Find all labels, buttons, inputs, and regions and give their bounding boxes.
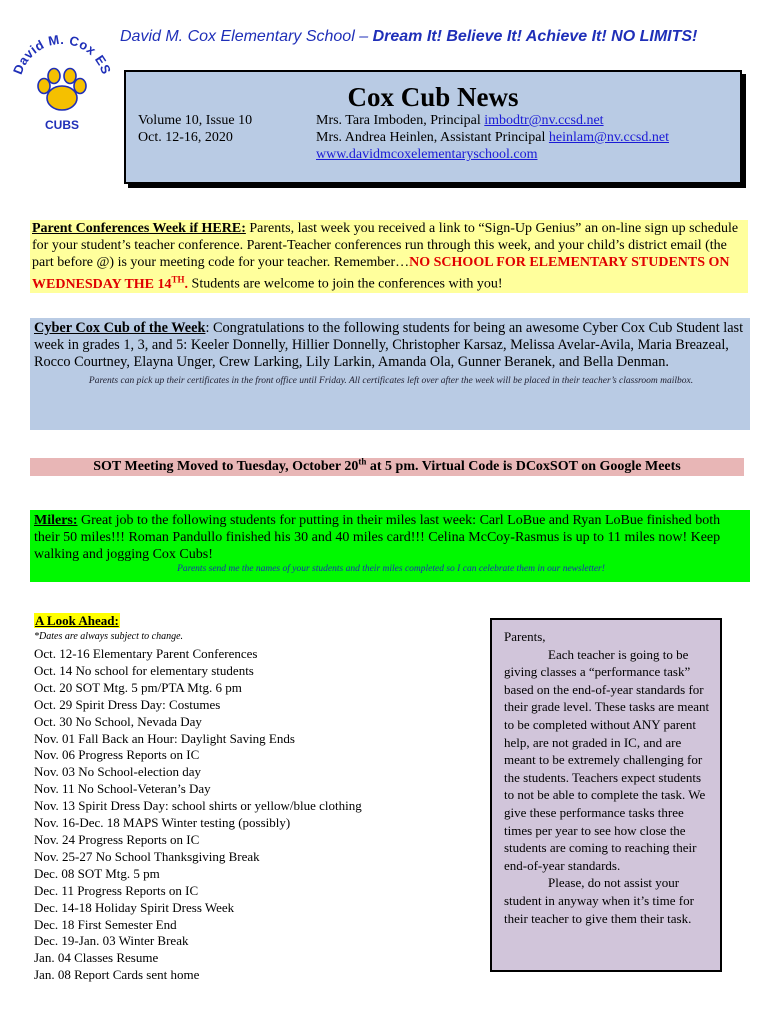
school-name: David M. Cox Elementary School xyxy=(120,28,355,45)
event-item: Nov. 24 Progress Reports on IC xyxy=(34,831,200,847)
event-item: Oct. 20 SOT Mtg. 5 pm/PTA Mtg. 6 pm xyxy=(34,679,242,695)
event-item: Dec. 14-18 Holiday Spirit Dress Week xyxy=(34,899,235,915)
letter-paragraph-1: Each teacher is going to be giving classes a “performance task” based on the end-of-year standards for their grade level. These tasks are meant to be completed without ANY parent help, are not graded in IC, and are meant to be extremely challenging for the students. Teachers expect students to not be able to complete the task. We give these performance tasks three times per year to see how close the students are coming to reaching their end-of-year standards. xyxy=(504,646,710,873)
staff-contacts xyxy=(316,112,669,163)
alert-end: . xyxy=(184,276,189,292)
assistant-principal-line xyxy=(316,129,669,146)
issue-info xyxy=(138,112,252,146)
alert-text: NO SCHOOL FOR ELEMENTARY STUDENTS ON WEDNESDAY THE 14 xyxy=(32,255,730,292)
school-website-link[interactable]: www.davidmcoxelementaryschool.com xyxy=(316,147,538,162)
conferences-tail: Students are welcome to join the conferences with you! xyxy=(188,276,503,292)
sot-text-b: at 5 pm. Virtual Code is DCoxSOT on Google Meets xyxy=(366,459,681,474)
cyber-cub-section xyxy=(30,318,750,430)
event-item: Oct. 14 No school for elementary students xyxy=(34,662,254,678)
assistant-principal-email-link[interactable]: heinlam@nv.ccsd.net xyxy=(548,130,669,145)
principal-name: Mrs. Tara Imboden, Principal xyxy=(316,113,485,128)
school-motto: Dream It! Believe It! Achieve It! NO LIMITS! xyxy=(372,28,698,45)
event-item: Jan. 04 Classes Resume xyxy=(34,950,159,966)
conferences-section xyxy=(30,220,748,293)
school-tagline xyxy=(120,28,697,46)
event-item: Oct. 30 No School, Nevada Day xyxy=(34,713,202,729)
cyber-note: Parents can pick up their certificates in the front office until Friday. All certificates left over after the week will be placed in their teacher’s classroom mailbox. xyxy=(88,376,694,386)
tagline-dash: – xyxy=(354,28,369,45)
logo-cubs-label: CUBS xyxy=(44,118,80,132)
event-item: Dec. 08 SOT Mtg. 5 pm xyxy=(34,865,160,881)
look-ahead-title: A Look Ahead: xyxy=(35,613,119,628)
masthead-box xyxy=(124,70,742,184)
milers-heading: Milers: xyxy=(34,513,78,528)
letter-salutation: Parents, xyxy=(504,629,546,644)
look-ahead-note: *Dates are always subject to change. xyxy=(34,631,184,642)
event-item: Dec. 18 First Semester End xyxy=(34,916,177,932)
cyber-heading: Cyber Cox Cub of the Week xyxy=(34,320,206,336)
principal-email-link[interactable]: imbodtr@nv.ccsd.net xyxy=(484,113,604,128)
conferences-heading: Parent Conferences Week if HERE: xyxy=(32,221,246,236)
milers-body: Great job to the following students for putting in their miles last week: Carl LoBue and Ryan LoBue finished both their 50 miles!!! Roman Pandullo finished his 30 and 40 miles card!!! Celina McCoy-Rasmus is up to 11 miles now! Keep walking and jogging Cox Cubs! xyxy=(34,513,721,562)
sot-sup: th xyxy=(358,456,367,467)
website-line xyxy=(316,146,669,163)
letter-paragraph-2: Please, do not assist your student in anyway when it’s time for their teacher to give them their task. xyxy=(504,875,694,926)
logo-arc-text: David M. Cox ES xyxy=(9,31,115,77)
event-item: Dec. 11 Progress Reports on IC xyxy=(34,882,199,898)
event-item: Nov. 25-27 No School Thanksgiving Break xyxy=(34,848,260,864)
events-list xyxy=(34,646,362,984)
principal-line xyxy=(316,112,669,129)
event-item: Dec. 19-Jan. 03 Winter Break xyxy=(34,933,189,949)
parents-letter-box xyxy=(490,618,722,972)
event-item: Oct. 29 Spirit Dress Day: Costumes xyxy=(34,696,221,712)
school-logo xyxy=(6,24,118,136)
event-item: Nov. 11 No School-Veteran’s Day xyxy=(34,781,211,797)
sot-banner xyxy=(30,458,744,476)
newsletter-title: Cox Cub News xyxy=(347,82,519,112)
milers-section xyxy=(30,510,750,582)
event-item: Oct. 12-16 Elementary Parent Conferences xyxy=(34,646,258,661)
sot-text-a: SOT Meeting Moved to Tuesday, October 20 xyxy=(93,459,359,474)
event-item: Nov. 01 Fall Back an Hour: Daylight Saving Ends xyxy=(34,730,295,746)
issue-dates: Oct. 12-16, 2020 xyxy=(138,130,233,145)
cyber-body: : Congratulations to the following students for being an awesome Cyber Cox Cub Student last week in grades 1, 3, and 5: Keeler Donnelly, Hillier Donnelly, Christopher Karsaz, Melissa Avelar-Avila, Maria Breazeal, Rocco Courtney, Elayna Unger, Crew Larking, Lily Larkin, Amanda Ola, Gunner Beranek, and Bella Denman. xyxy=(34,320,744,370)
volume-issue: Volume 10, Issue 10 xyxy=(138,113,253,128)
event-item: Nov. 06 Progress Reports on IC xyxy=(34,747,200,763)
event-item: Nov. 16-Dec. 18 MAPS Winter testing (possibly) xyxy=(34,815,291,831)
paw-icon xyxy=(38,69,86,111)
alert-sup: TH xyxy=(171,274,185,284)
event-item: Jan. 08 Report Cards sent home xyxy=(34,967,200,983)
conferences-body: Parents, last week you received a link to “Sign-Up Genius” an on-line sign up schedule for your student’s teacher conference. Parent-Teacher conferences run through this week, and your child’s district email (the part before @) is your meeting code for your teacher. Remember… xyxy=(32,221,739,270)
event-item: Nov. 03 No School-election day xyxy=(34,764,202,780)
event-item: Nov. 13 Spirit Dress Day: school shirts or yellow/blue clothing xyxy=(34,798,362,814)
assistant-principal-name: Mrs. Andrea Heinlen, Assistant Principal xyxy=(316,130,549,145)
milers-note: Parents send me the names of your students and their miles completed so I can celebrate them in our newsletter! xyxy=(177,564,605,574)
